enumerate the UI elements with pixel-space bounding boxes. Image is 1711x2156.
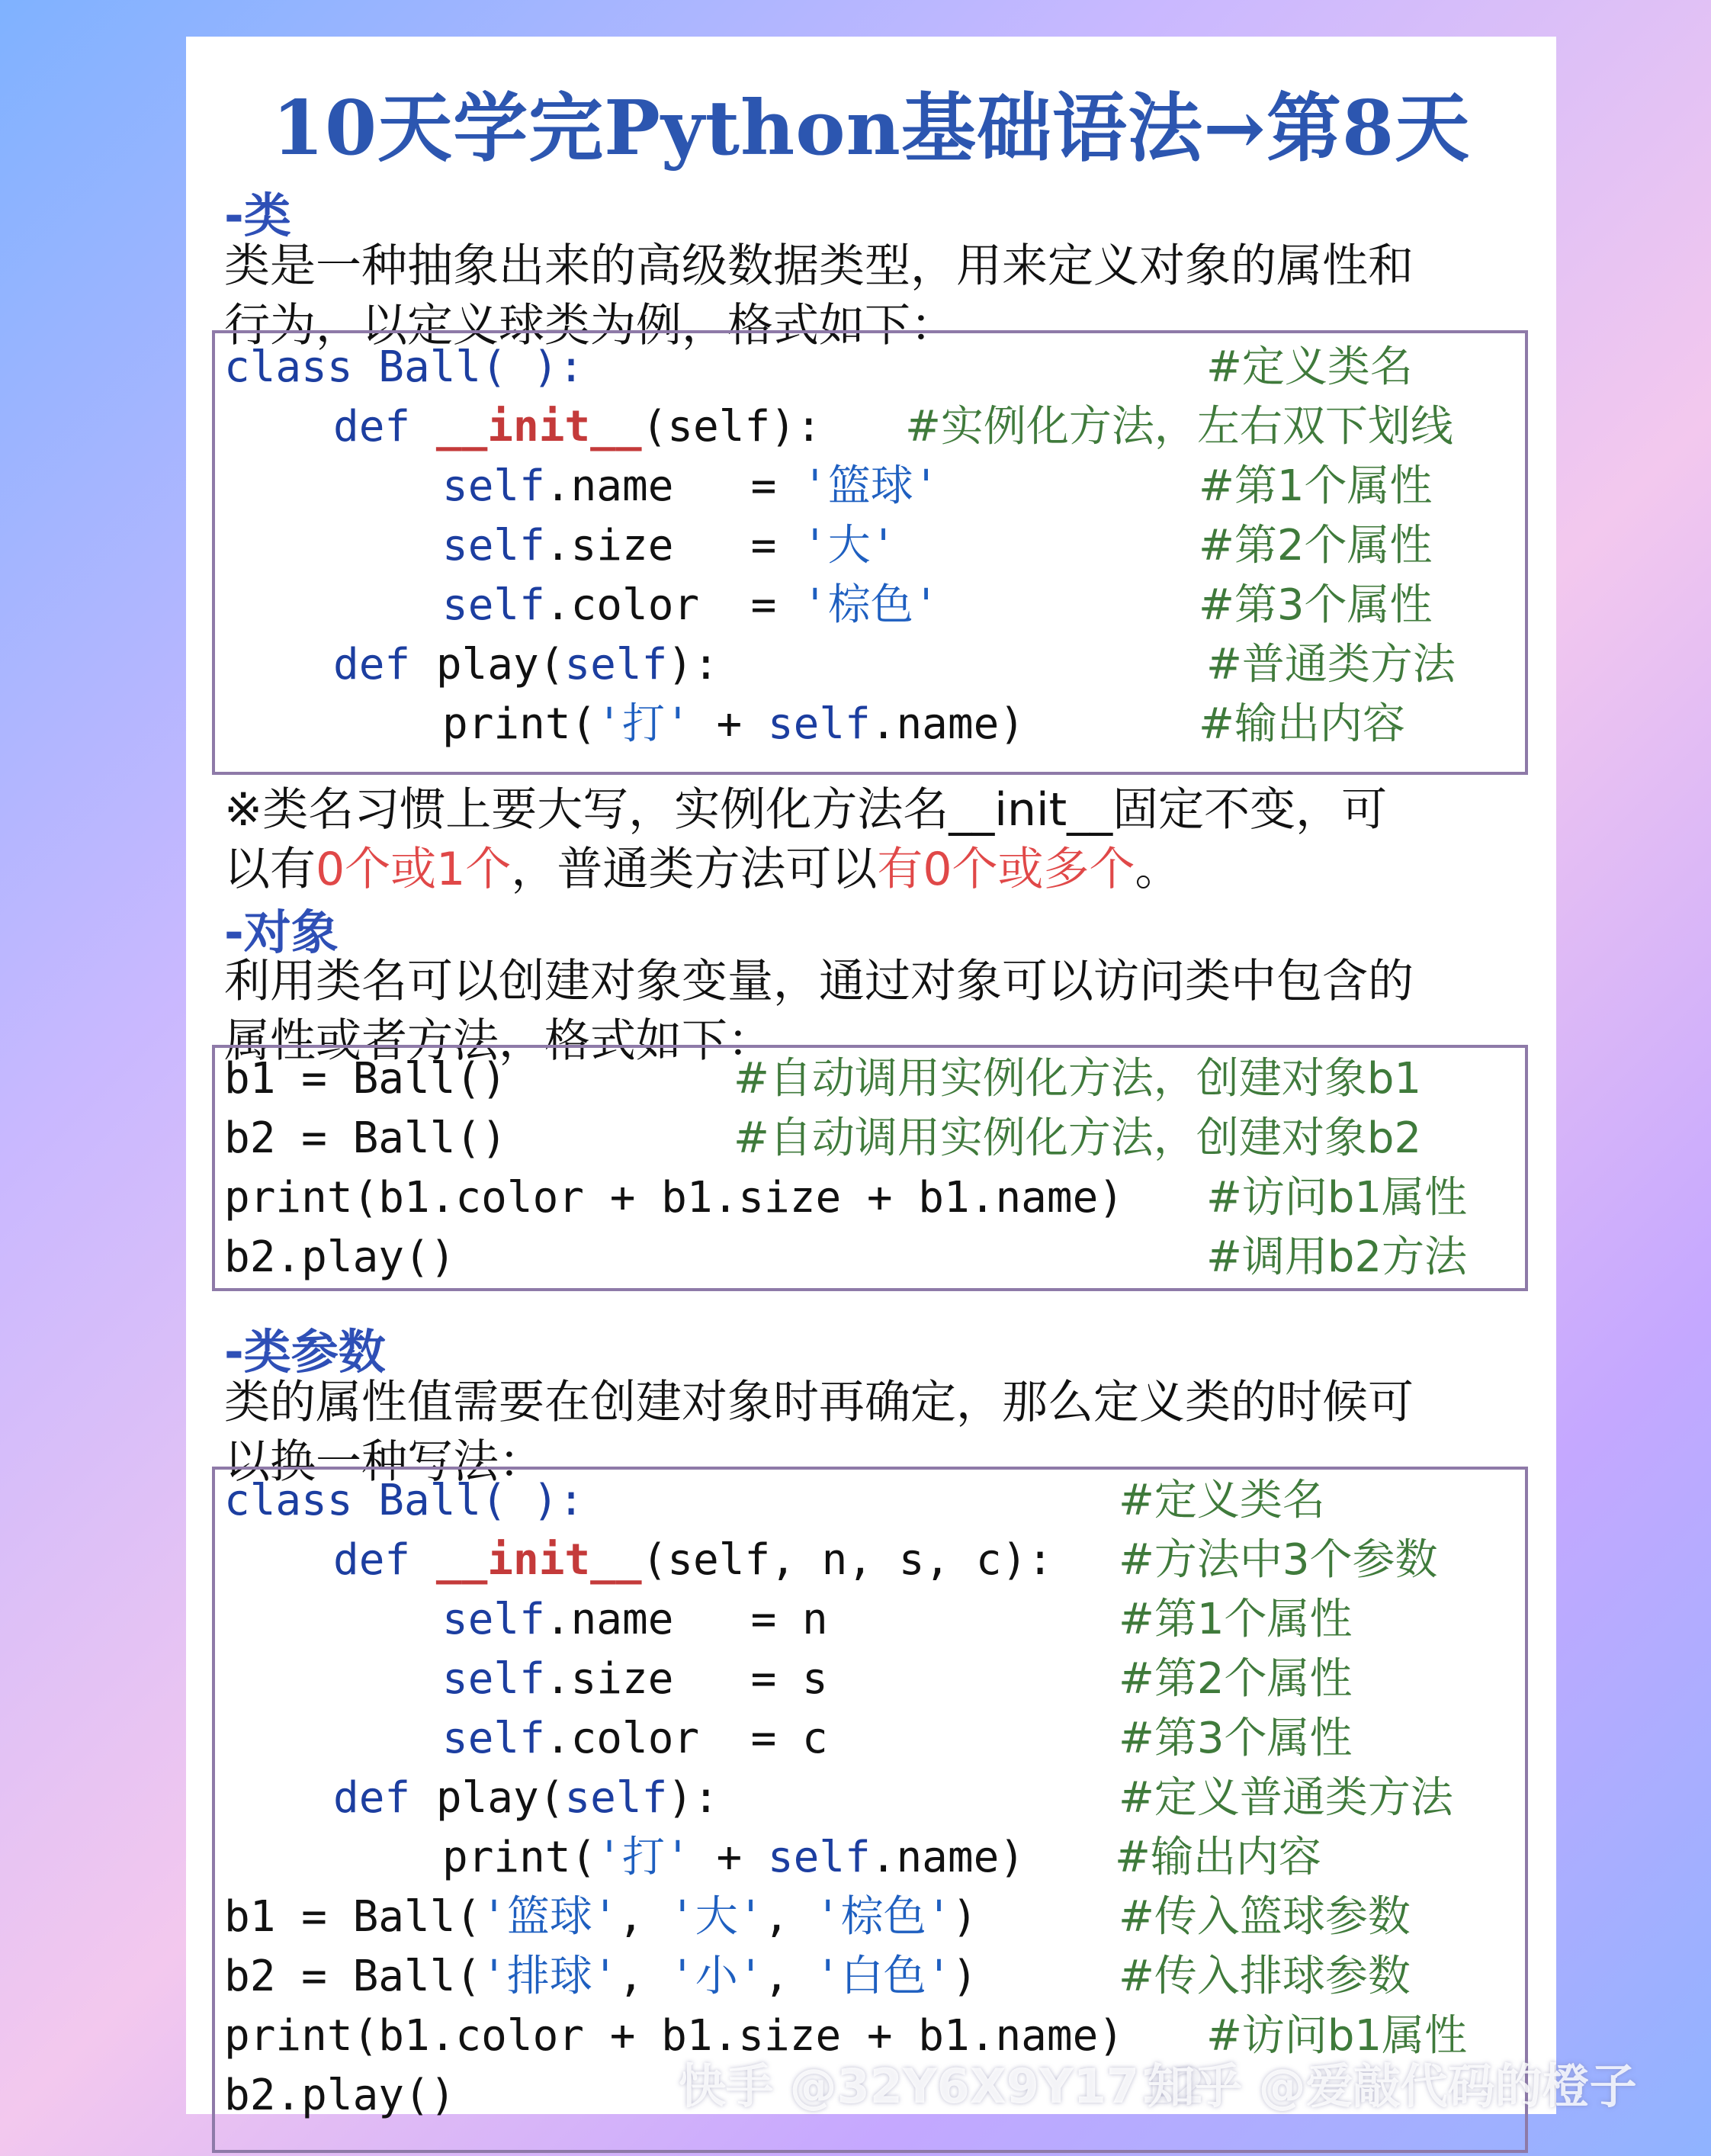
code-block-object-usage [212, 1045, 1528, 1291]
code-text: .name) [870, 699, 1026, 749]
code-comment: #输出内容 [1115, 1833, 1321, 1882]
code-line [442, 576, 939, 635]
code-line: b2.play() [224, 2071, 456, 2120]
code-line: print(b1.color + b1.size + b1.name) [224, 1173, 1125, 1223]
code-comment: #第2个属性 [1119, 1654, 1353, 1704]
code-self: self [442, 1654, 545, 1704]
paragraph-line: 类的属性值需要在创建对象时再确定，那么定义类的时候可 [224, 1376, 1414, 1429]
code-keyword: class Ball( ): [224, 1476, 585, 1525]
code-text: print( [442, 699, 597, 749]
code-text: .size = [544, 521, 803, 570]
code-line [442, 516, 896, 576]
code-self: self [767, 699, 871, 749]
code-text: b2 = Ball( [224, 1952, 482, 2001]
code-block-class-definition [212, 330, 1528, 775]
code-string: '打' [596, 1833, 691, 1882]
note-text: 以有 [224, 843, 316, 896]
code-comment: #实例化方法，左右双下划线 [905, 402, 1453, 451]
section-heading-object: -对象 [224, 904, 339, 960]
code-text: + [690, 699, 768, 749]
code-self: self [442, 461, 545, 511]
code-keyword: def [333, 402, 436, 451]
code-keyword: def [333, 640, 436, 689]
code-string: '棕色' [802, 580, 939, 630]
code-text: .color = c [544, 1714, 828, 1763]
code-text: .name = n [544, 1595, 828, 1644]
code-text: ): [667, 1773, 719, 1823]
code-comment: #第1个属性 [1119, 1595, 1353, 1644]
code-string: '打' [596, 699, 691, 749]
code-line [333, 635, 719, 695]
code-text: , [618, 1892, 670, 1942]
code-comment: #第1个属性 [1199, 461, 1433, 511]
code-text: , [763, 1892, 815, 1942]
code-line: b2.play() [224, 1232, 456, 1282]
code-line [224, 1471, 584, 1531]
code-self: self [767, 1833, 871, 1882]
section-heading-class: -类 [224, 188, 291, 243]
code-text: .name) [870, 1833, 1026, 1882]
note-highlight: 有0个或多个 [877, 843, 1135, 896]
code-text: b1 = Ball( [224, 1892, 482, 1942]
code-self: self [442, 1714, 545, 1763]
note-line [224, 840, 1387, 899]
code-comment: #访问b1属性 [1206, 1173, 1468, 1223]
code-keyword: class Ball( ): [224, 342, 585, 392]
code-text: (self): [641, 402, 822, 451]
code-comment: #输出内容 [1199, 699, 1405, 749]
code-comment: #定义类名 [1119, 1476, 1325, 1525]
code-line [442, 457, 939, 516]
code-line [442, 1709, 828, 1769]
note-text: ，普通类方法可以 [511, 843, 878, 896]
code-text: , [618, 1952, 670, 2001]
watermark-zhihu: 知乎 @爱敲代码的橙子 [1148, 2058, 1637, 2114]
note-highlight: 0个或1个 [316, 843, 512, 896]
code-line [333, 397, 822, 457]
code-text: .size = s [544, 1654, 828, 1704]
content-card [186, 37, 1556, 2120]
code-line [224, 1888, 977, 1947]
code-line [224, 338, 584, 397]
code-self: self [442, 580, 545, 630]
code-text: + [690, 1833, 768, 1882]
code-line [442, 1590, 828, 1650]
code-line: print(b1.color + b1.size + b1.name) [224, 2011, 1125, 2061]
note-line: ※类名习惯上要大写，实例化方法名__init__固定不变，可 [224, 783, 1388, 837]
code-comment: #第3个属性 [1119, 1714, 1353, 1763]
code-comment: #传入篮球参数 [1119, 1892, 1411, 1942]
code-self: self [564, 1773, 668, 1823]
code-self: self [442, 1595, 545, 1644]
code-text: ): [667, 640, 719, 689]
code-dunder: __init__ [435, 1535, 642, 1585]
code-line [442, 695, 1025, 754]
section-heading-class-params: -类参数 [224, 1324, 386, 1380]
code-line [442, 1828, 1025, 1888]
code-line [224, 1947, 977, 2007]
code-comment: #自动调用实例化方法，创建对象b1 [734, 1054, 1422, 1104]
code-text: (self, n, s, c): [641, 1535, 1054, 1585]
code-comment: #调用b2方法 [1206, 1232, 1468, 1282]
paragraph-line: 行为，以定义球类为例，格式如下： [224, 299, 956, 352]
code-text: play( [435, 640, 565, 689]
code-string: '棕色' [814, 1892, 952, 1942]
code-line [442, 1650, 828, 1709]
code-comment: #定义类名 [1206, 342, 1413, 392]
code-string: '篮球' [802, 461, 939, 511]
code-comment: #传入排球参数 [1119, 1952, 1411, 2001]
code-line [333, 1769, 719, 1828]
code-comment: #第2个属性 [1199, 521, 1433, 570]
code-self: self [442, 521, 545, 570]
code-text: .color = [544, 580, 803, 630]
watermark-kuaishou: 快手 @32Y6X9Y1712 [679, 2058, 1205, 2114]
code-line: b1 = Ball() [224, 1054, 507, 1104]
code-string: '大' [669, 1892, 764, 1942]
page-title: 10天学完Python基础语法→第8天 [271, 85, 1471, 172]
code-comment: #访问b1属性 [1206, 2011, 1468, 2061]
code-comment: #定义普通类方法 [1119, 1773, 1453, 1823]
code-text: ) [952, 1952, 978, 2001]
code-text: play( [435, 1773, 565, 1823]
paragraph-line: 以换一种写法： [224, 1435, 544, 1489]
code-keyword: def [333, 1535, 436, 1585]
code-comment: #方法中3个参数 [1119, 1535, 1438, 1585]
code-text: ) [952, 1892, 978, 1942]
note-text: 。 [1135, 843, 1181, 896]
code-text: .name = [544, 461, 803, 511]
code-string: '白色' [814, 1952, 952, 2001]
code-string: '篮球' [481, 1892, 618, 1942]
code-dunder: __init__ [435, 402, 642, 451]
code-line [333, 1531, 1053, 1590]
paragraph-line: 利用类名可以创建对象变量，通过对象可以访问类中包含的 [224, 955, 1414, 1008]
code-comment: #普通类方法 [1206, 640, 1456, 689]
code-line: b2 = Ball() [224, 1113, 507, 1163]
paragraph-line: 类是一种抽象出来的高级数据类型，用来定义对象的属性和 [224, 239, 1414, 293]
code-comment: #第3个属性 [1199, 580, 1433, 630]
code-self: self [564, 640, 668, 689]
code-string: '排球' [481, 1952, 618, 2001]
code-text: print( [442, 1833, 597, 1882]
code-comment: #自动调用实例化方法，创建对象b2 [734, 1113, 1422, 1163]
code-text: , [763, 1952, 815, 2001]
code-keyword: def [333, 1773, 436, 1823]
code-string: '小' [669, 1952, 764, 2001]
code-string: '大' [802, 521, 897, 570]
section-note-class [224, 780, 1387, 899]
paragraph-line: 属性或者方法，格式如下： [224, 1014, 773, 1068]
